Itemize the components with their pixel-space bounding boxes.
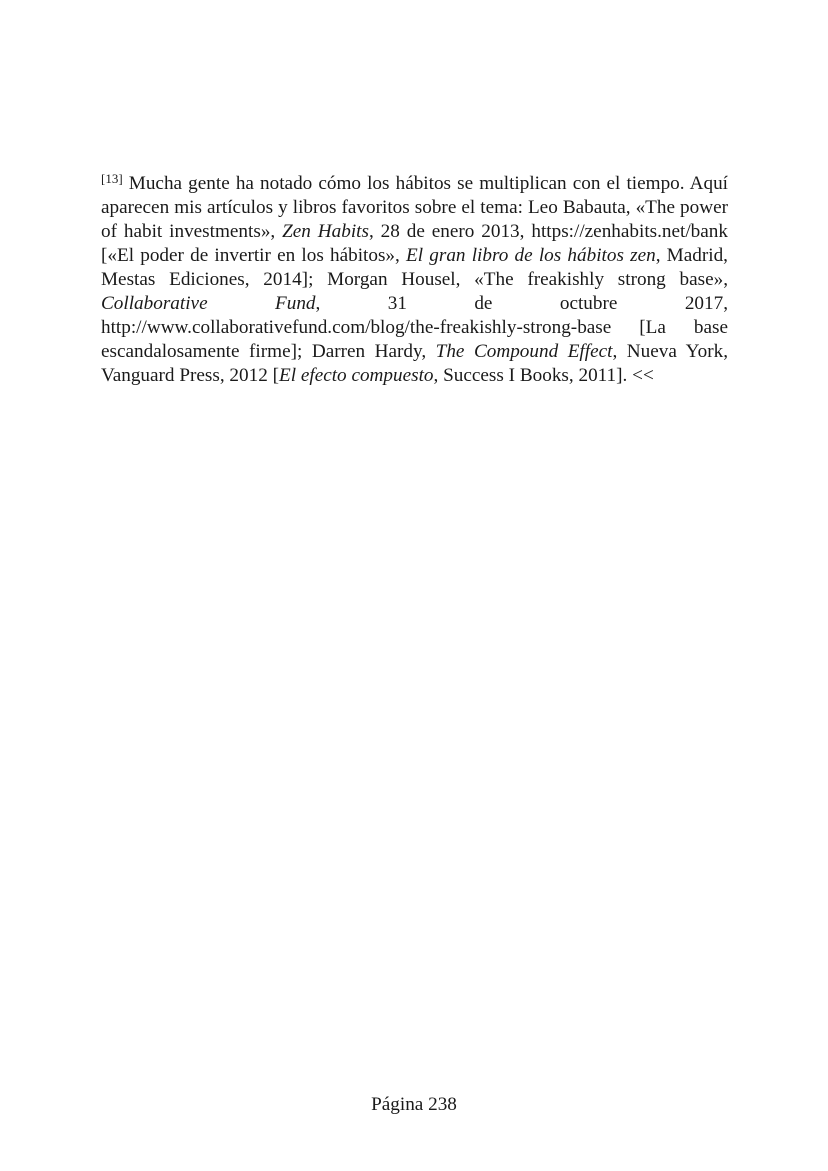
italic-title: The Compound Effect [435, 341, 613, 362]
footnote-text: , 28 de enero 2013, https://zenhabits.net/bank [«El poder de invertir en los hábitos», [101, 221, 728, 266]
italic-title: Collaborative Fund [101, 293, 316, 314]
footnote-13 [101, 172, 728, 388]
footnote-text: Mucha gente ha notado cómo los hábitos se multiplican con el tiempo. Aquí aparecen mis artículos y libros favoritos sobre el tema: Leo Babauta, «The power of habit investments», [101, 173, 728, 242]
footnote-text: , 31 de octubre 2017, http://www.collaborativefund.com/blog/the-freakishly-strong-base [La base escandalosamente firme]; Darren Hardy, [101, 293, 728, 362]
footnote-marker[interactable]: [13] [101, 171, 123, 186]
page-number: Página 238 [371, 1094, 457, 1115]
italic-title: Zen Habits [282, 221, 369, 242]
footnote-text: , Madrid, Mestas Ediciones, 2014]; Morgan Housel, «The freakishly strong base», [101, 245, 728, 290]
back-link[interactable]: << [632, 365, 654, 386]
footnote-text: , Nueva York, Vanguard Press, 2012 [ [101, 341, 728, 386]
italic-title: El gran libro de los hábitos zen [406, 245, 656, 266]
italic-title: El efecto compuesto [279, 365, 434, 386]
footnote-text: , Success I Books, 2011]. [433, 365, 633, 386]
